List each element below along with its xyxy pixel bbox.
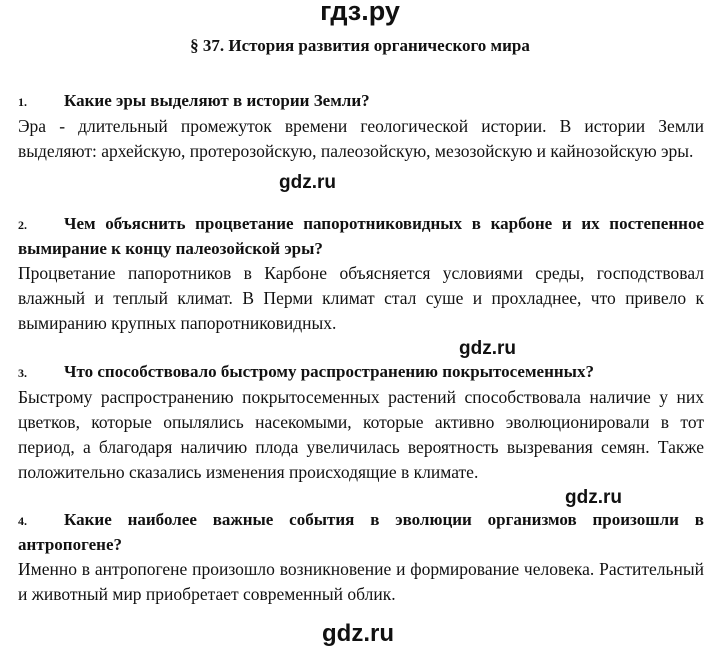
question-text: Какие эры выделяют в истории Земли? [64, 91, 370, 110]
question-heading [18, 212, 704, 261]
watermark-bottom: gdz.ru [322, 620, 394, 647]
question-number: 3. [18, 366, 27, 380]
watermark-top: гдз.ру [320, 0, 400, 26]
question-block-3 [18, 360, 704, 485]
question-text: Что способствовало быстрому распространению покрытосеменных? [64, 362, 594, 381]
question-text: Какие наиболее важные события в эволюции организмов произошли в антропогене? [18, 510, 704, 554]
page-title: § 37. История развития органического мира [190, 36, 530, 55]
question-number: 1. [18, 95, 27, 109]
question-text: Чем объяснить процветание папоротниковидных в карбоне и их постепенное вымирание к концу палеозойской эры? [18, 214, 704, 258]
answer-text: Именно в антропогене произошло возникновение и формирование человека. Растительный и животный мир приобретает современный облик. [18, 559, 704, 604]
watermark: gdz.ru [565, 487, 622, 508]
answer-text: Быстрому распространению покрытосеменных растений способствовала наличие у них цветков, которые опылялись насекомыми, которые активно эволюционировали в тот период, а благодаря наличию плода увеличилась вероятность вызревания семян. Также положительно сказались изменения происходящие в климате. [18, 387, 704, 482]
answer-text: Процветание папоротников в Карбоне объясняется условиями среды, господствовал влажный и теплый климат. В Перми климат стал суше и прохладнее, что привело к вымиранию крупных папоротниковидных. [18, 263, 704, 333]
question-heading [18, 360, 704, 385]
question-block-4 [18, 508, 704, 607]
watermark: gdz.ru [279, 172, 336, 193]
question-number: 2. [18, 218, 27, 232]
question-heading [18, 89, 704, 114]
watermark: gdz.ru [459, 338, 516, 359]
question-heading [18, 508, 704, 557]
question-block-1 [18, 89, 704, 164]
question-block-2 [18, 212, 704, 336]
answer-text: Эра - длительный промежуток времени геологической истории. В истории Земли выделяют: архейскую, протерозойскую, палеозойскую, мезозойскую и кайнозойскую эры. [18, 116, 704, 161]
question-number: 4. [18, 514, 27, 528]
